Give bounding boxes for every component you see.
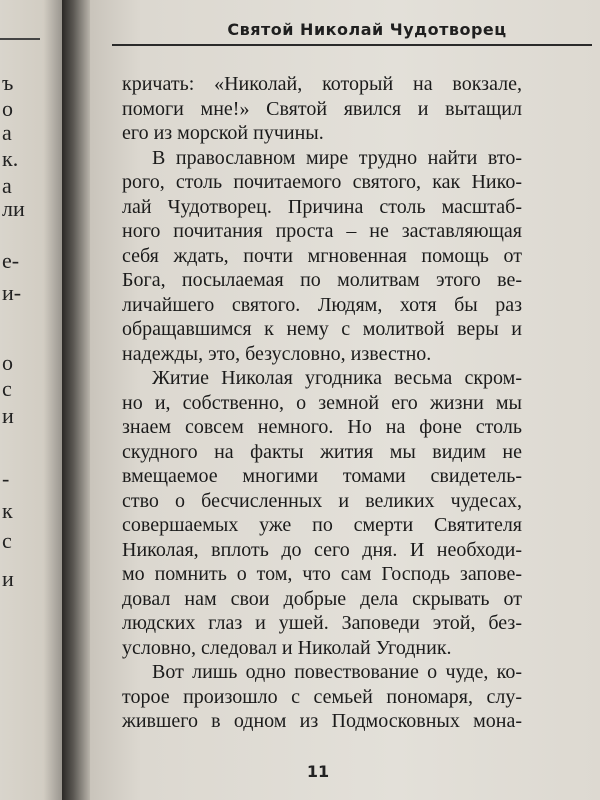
header-rule — [112, 44, 592, 46]
left-page-fragment: о — [2, 96, 13, 121]
left-page-fragment: е- — [2, 248, 20, 273]
left-page-fragment: о — [2, 350, 13, 375]
text-line: рого, столь почитаемого святого, как Нико- — [122, 171, 522, 193]
text-line: довал нам свои добрые дела скрывать от — [122, 587, 522, 610]
text-line: лай Чудотворец. Причина столь масштаб- — [122, 195, 522, 218]
text-line: Вот лишь одно повествование о чуде, ко- — [152, 661, 522, 683]
left-page-fragment: ли — [2, 196, 25, 221]
left-page-fragment: и — [2, 403, 14, 428]
text-line: знаем совсем немного. Но на фоне столь — [122, 416, 522, 438]
text-line: торое произошло с семьей пономаря, слу- — [122, 685, 522, 708]
left-page-fragment: с — [2, 528, 12, 553]
left-page-fragment: и — [2, 566, 14, 591]
left-page-fragment: с — [2, 376, 12, 401]
text-line: Николая, вплоть до сего дня. И необходи- — [122, 538, 522, 561]
text-line: людских глаз и ушей. Заповеди этой, без- — [122, 612, 522, 634]
text-line: обращавшимся к нему с молитвой веры и — [122, 318, 522, 340]
left-page-fragment: а — [2, 173, 12, 198]
text-line: скудного на факты жития мы видим не — [122, 440, 522, 463]
text-line: Житие Николая угодника весьма скром- — [152, 367, 522, 389]
text-line: мо помнить о том, что сам Господь запове- — [122, 563, 522, 585]
left-page-fragment: ъ — [2, 70, 14, 95]
text-line: себя ждать, почти мгновенная помощь от — [122, 244, 522, 267]
left-page-fragment: к — [2, 498, 13, 523]
text-line: условно, следовал и Николай Угодник. — [122, 636, 452, 659]
right-page — [90, 0, 600, 800]
body-text — [122, 72, 522, 734]
text-line: В православном мире трудно найти вто- — [152, 146, 522, 169]
left-page-fragment: а — [2, 120, 12, 145]
text-line: личайшего святого. Людям, хотя бы раз — [122, 293, 522, 316]
text-line: кричать: «Николай, который на вокзале, — [122, 73, 522, 95]
text-line: жившего в одном из Подмосковных мона- — [122, 710, 522, 732]
page-number: 11 — [306, 762, 330, 781]
left-page-fragment: и- — [2, 280, 22, 305]
text-line: помоги мне!» Святой явился и вытащил — [122, 97, 522, 120]
text-line: надежды, это, безусловно, известно. — [122, 342, 432, 365]
running-header: Святой Николай Чудотворец — [227, 20, 507, 39]
text-line: ного почитания проста – не заставляющая — [122, 220, 522, 242]
left-page-fragment: к. — [2, 146, 19, 171]
text-line: совершаемых уже по смерти Святителя — [122, 514, 522, 536]
left-page-edge — [0, 0, 62, 800]
book-gutter — [62, 0, 90, 800]
left-page-fragment: - — [2, 466, 10, 491]
text-line: вмещаемое многими томами свидетель- — [122, 465, 522, 487]
left-page-header-rule — [0, 38, 40, 40]
text-line: Бога, посылаемая по молитвам этого ве- — [122, 269, 522, 291]
text-line: ство о бесчисленных и великих чудесах, — [122, 489, 522, 512]
text-line: его из морской пучины. — [122, 122, 324, 144]
text-line: но и, собственно, о земной его жизни мы — [122, 391, 522, 414]
